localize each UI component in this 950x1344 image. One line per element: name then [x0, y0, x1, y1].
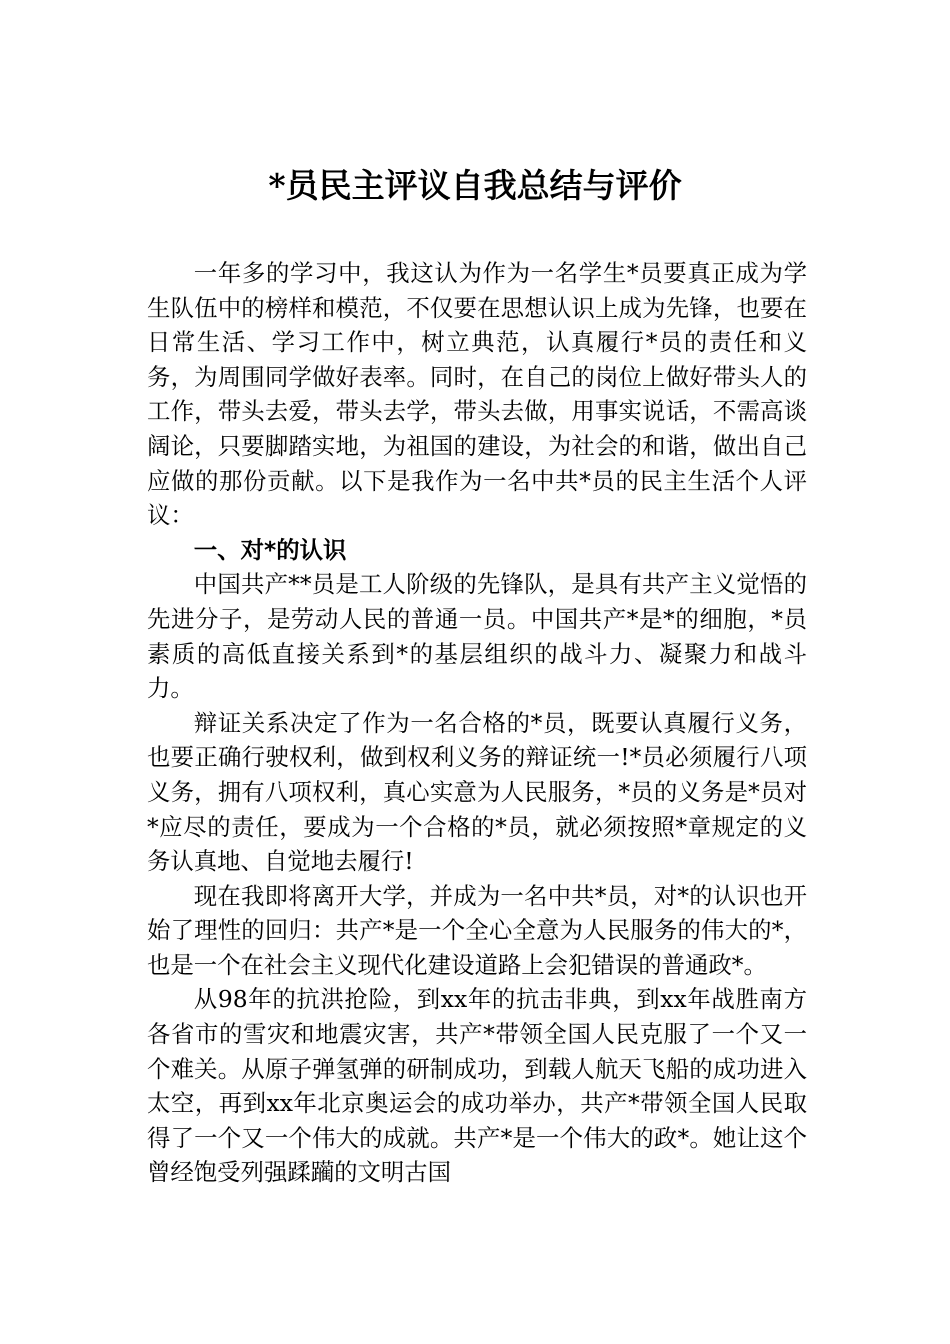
document-body: [147, 256, 807, 1190]
body-paragraph: 从98年的抗洪抢险，到xx年的抗击非典，到xx年战胜南方各省市的雪灾和地震灾害，共产*带领全国人民克服了一个又一个难关。从原子弹氢弹的研制成功，到载人航天飞船的成功进入太空，再到xx年北京奥运会的成功举办，共产*带领全国人民取得了一个又一个伟大的成就。共产*是一个伟大的政*。她让这个曾经饱受列强蹂躏的文明古国: [147, 985, 807, 1187]
body-paragraph: 中国共产**员是工人阶级的先锋队，是具有共产主义觉悟的先进分子，是劳动人民的普通一员。中国共产*是*的细胞，*员素质的高低直接关系到*的基层组织的战斗力、凝聚力和战斗力。: [147, 570, 807, 703]
section-heading: 一、对*的认识: [193, 535, 347, 564]
document-title: *员民主评议自我总结与评价: [268, 166, 682, 205]
intro-paragraph: 一年多的学习中，我这认为作为一名学生*员要真正成为学生队伍中的榜样和模范，不仅要在思想认识上成为先锋，也要在日常生活、学习工作中，树立典范，认真履行*员的责任和义务，为周围同学做好表率。同时，在自己的岗位上做好带头人的工作，带头去爱，带头去学，带头去做，用事实说话，不需高谈阔论，只要脚踏实地，为祖国的建设，为社会的和谐，做出自己应做的那份贡献。以下是我作为一名中共*员的民主生活个人评议：: [147, 259, 807, 530]
body-paragraph: 辩证关系决定了作为一名合格的*员，既要认真履行义务，也要正确行驶权利，做到权利义务的辩证统一!*员必须履行八项义务，拥有八项权利，真心实意为人民服务，*员的义务是*员对*应尽的责任，要成为一个合格的*员，就必须按照*章规定的义务认真地、自觉地去履行!: [147, 708, 807, 876]
body-paragraph: 现在我即将离开大学，并成为一名中共*员，对*的认识也开始了理性的回归：共产*是一个全心全意为人民服务的伟大的*，也是一个在社会主义现代化建设道路上会犯错误的普通政*。: [147, 881, 807, 979]
